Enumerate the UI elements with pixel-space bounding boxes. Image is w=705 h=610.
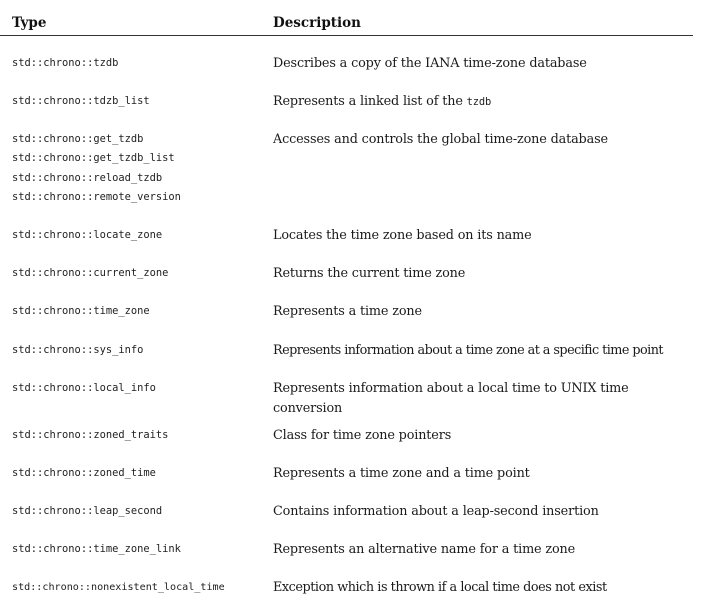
description-text: Represents a linked list of the (273, 94, 467, 109)
type-cell (12, 92, 267, 111)
type-cell (12, 540, 267, 559)
type-cell (12, 264, 267, 283)
type-name: std::chrono::sys_info (12, 344, 144, 356)
type-cell (12, 341, 267, 360)
description-cell: Describes a copy of the IANA time-zone database (273, 56, 587, 71)
type-name: std::chrono::tzdb (12, 57, 119, 69)
type-name: std::chrono::current_zone (12, 267, 169, 279)
header-type: Type (12, 15, 47, 31)
description-cell: Represents information about a local time to UNIX time conversion (273, 381, 629, 416)
type-cell (12, 578, 267, 597)
type-name: std::chrono::leap_second (12, 505, 163, 517)
type-name: std::chrono::locate_zone (12, 229, 163, 241)
type-name: std::chrono::zoned_traits (12, 429, 169, 441)
table-header (0, 0, 693, 36)
type-cell (12, 426, 267, 445)
description-cell (273, 92, 691, 113)
description-cell: Represents a time zone and a time point (273, 466, 530, 481)
type-cell (12, 226, 267, 245)
type-name: std::chrono::nonexistent_local_time (12, 582, 225, 593)
type-name: std::chrono::time_zone (12, 305, 150, 317)
description-cell: Class for time zone pointers (273, 428, 452, 443)
description-cell: Accesses and controls the global time-zone database (273, 132, 608, 147)
type-cell (12, 502, 267, 521)
type-name: std::chrono::reload_tzdb (12, 171, 163, 184)
type-cell (12, 302, 267, 321)
description-cell: Represents an alternative name for a time zone (273, 542, 576, 557)
type-cell (12, 54, 267, 73)
type-name: std::chrono::time_zone_link (12, 543, 181, 555)
description-code: tzdb (466, 96, 492, 108)
description-cell: Returns the current time zone (273, 266, 466, 281)
type-name: std::chrono::zoned_time (12, 467, 156, 479)
description-cell: Locates the time zone based on its name (273, 228, 532, 243)
type-name: std::chrono::tdzb_list (12, 95, 150, 107)
description-cell: Represents information about a time zone at a specific time point (273, 343, 663, 358)
description-cell: Exception which is thrown if a local time does not exist (273, 580, 607, 595)
type-cell (12, 464, 267, 483)
type-name: std::chrono::get_tzdb (12, 133, 144, 145)
type-name: std::chrono::get_tzdb_list (12, 152, 175, 165)
type-cell (12, 379, 267, 398)
type-cell (12, 130, 267, 207)
description-cell: Contains information about a leap-second insertion (273, 504, 599, 519)
type-name: std::chrono::remote_version (12, 190, 181, 203)
header-description: Description (273, 15, 361, 31)
description-cell: Represents a time zone (273, 304, 422, 319)
type-name: std::chrono::local_info (12, 382, 156, 394)
